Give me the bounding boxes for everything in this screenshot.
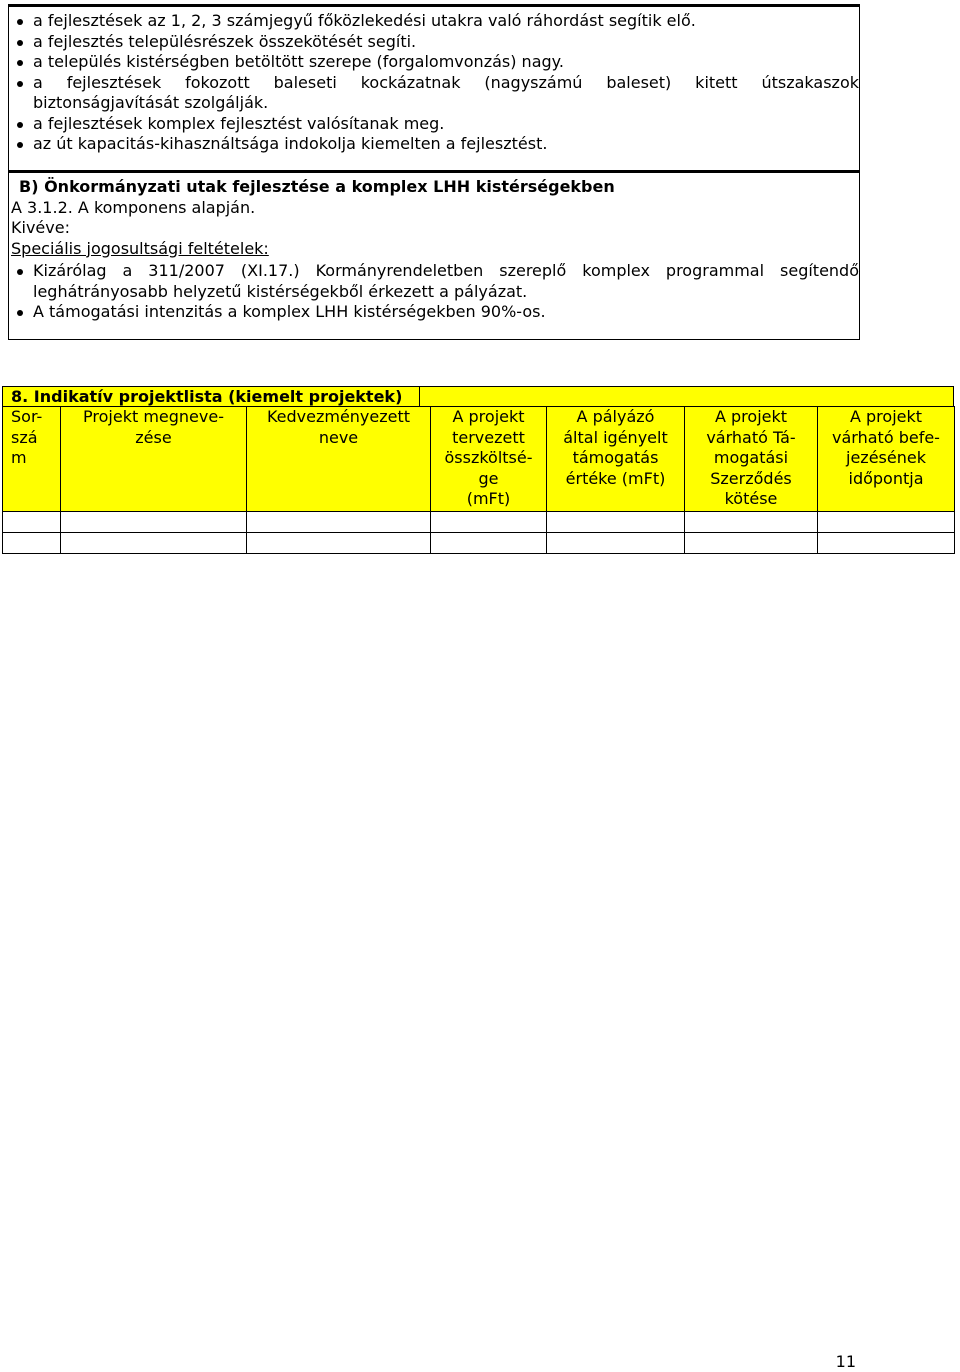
bullet-icon	[17, 142, 23, 148]
project-list-title: 8. Indikatív projektlista (kiemelt projektek)	[2, 386, 420, 406]
project-list-section	[2, 386, 954, 554]
list-item: a fejlesztések az 1, 2, 3 számjegyű főközlekedési utakra való ráhordást segítik elő.	[9, 11, 859, 32]
criteria-list-a	[9, 11, 859, 155]
table-cell	[431, 512, 547, 533]
bullet-icon	[17, 19, 23, 25]
table-cell	[818, 533, 955, 554]
project-table	[2, 406, 955, 554]
table-cell	[247, 512, 431, 533]
col-header-serial: Sor- szá m	[3, 407, 61, 512]
list-item: Kizárólag a 311/2007 (XI.17.) Kormányrendeletben szereplő komplex programmal segítendő leghátrányosabb helyzetű kistérségekből érkezett a pályázat.	[9, 261, 859, 302]
list-item: a fejlesztések fokozott baleseti kockázatnak (nagyszámú baleset) kitett útszakaszok biztonságjavítását szolgálják.	[9, 73, 859, 114]
table-cell	[547, 512, 685, 533]
bullet-icon	[17, 122, 23, 128]
list-item: az út kapacitás-kihasználtsága indokolja kiemelten a fejlesztést.	[9, 134, 859, 155]
bullet-icon	[17, 40, 23, 46]
bullet-icon	[17, 81, 23, 87]
table-cell	[431, 533, 547, 554]
table-row	[3, 533, 955, 554]
col-header-contract-date: A projekt várható Tá- mogatási Szerződés kötése	[685, 407, 818, 512]
section-b-heading: B) Önkormányzati utak fejlesztése a komplex LHH kistérségekben	[19, 177, 615, 196]
exception-label: Kivéve:	[11, 218, 70, 237]
list-item: a település kistérségben betöltött szerepe (forgalomvonzás) nagy.	[9, 52, 859, 73]
list-item: a fejlesztések komplex fejlesztést valósítanak meg.	[9, 114, 859, 135]
table-cell	[247, 533, 431, 554]
project-list-title-row	[2, 386, 954, 406]
table-cell	[685, 533, 818, 554]
table-row	[3, 512, 955, 533]
title-row-fill	[420, 386, 954, 406]
table-cell	[685, 512, 818, 533]
list-item: a fejlesztés településrészek összekötését segíti.	[9, 32, 859, 53]
col-header-completion-date: A projekt várható befe- jezésének időpontja	[818, 407, 955, 512]
col-header-requested-support: A pályázó által igényelt támogatás értéke (mFt)	[547, 407, 685, 512]
table-cell	[3, 512, 61, 533]
table-cell	[3, 533, 61, 554]
col-header-total-cost: A projekt tervezett összköltsé- ge (mFt)	[431, 407, 547, 512]
criteria-box-a	[8, 4, 860, 173]
component-reference: A 3.1.2. A komponens alapján.	[11, 197, 256, 217]
table-cell	[547, 533, 685, 554]
col-header-project-name: Projekt megneve- zése	[61, 407, 247, 512]
table-header-row	[3, 407, 955, 512]
bullet-icon	[17, 60, 23, 66]
criteria-list-b	[9, 261, 859, 323]
col-header-beneficiary: Kedvezményezett neve	[247, 407, 431, 512]
list-item: A támogatási intenzitás a komplex LHH kistérségekben 90%-os.	[9, 302, 859, 323]
page-number: 11	[835, 1352, 856, 1371]
criteria-box-b	[8, 170, 860, 340]
bullet-icon	[17, 269, 23, 275]
table-cell	[61, 512, 247, 533]
table-cell	[61, 533, 247, 554]
eligibility-title: Speciális jogosultsági feltételek:	[11, 238, 269, 258]
bullet-icon	[17, 310, 23, 316]
table-cell	[818, 512, 955, 533]
